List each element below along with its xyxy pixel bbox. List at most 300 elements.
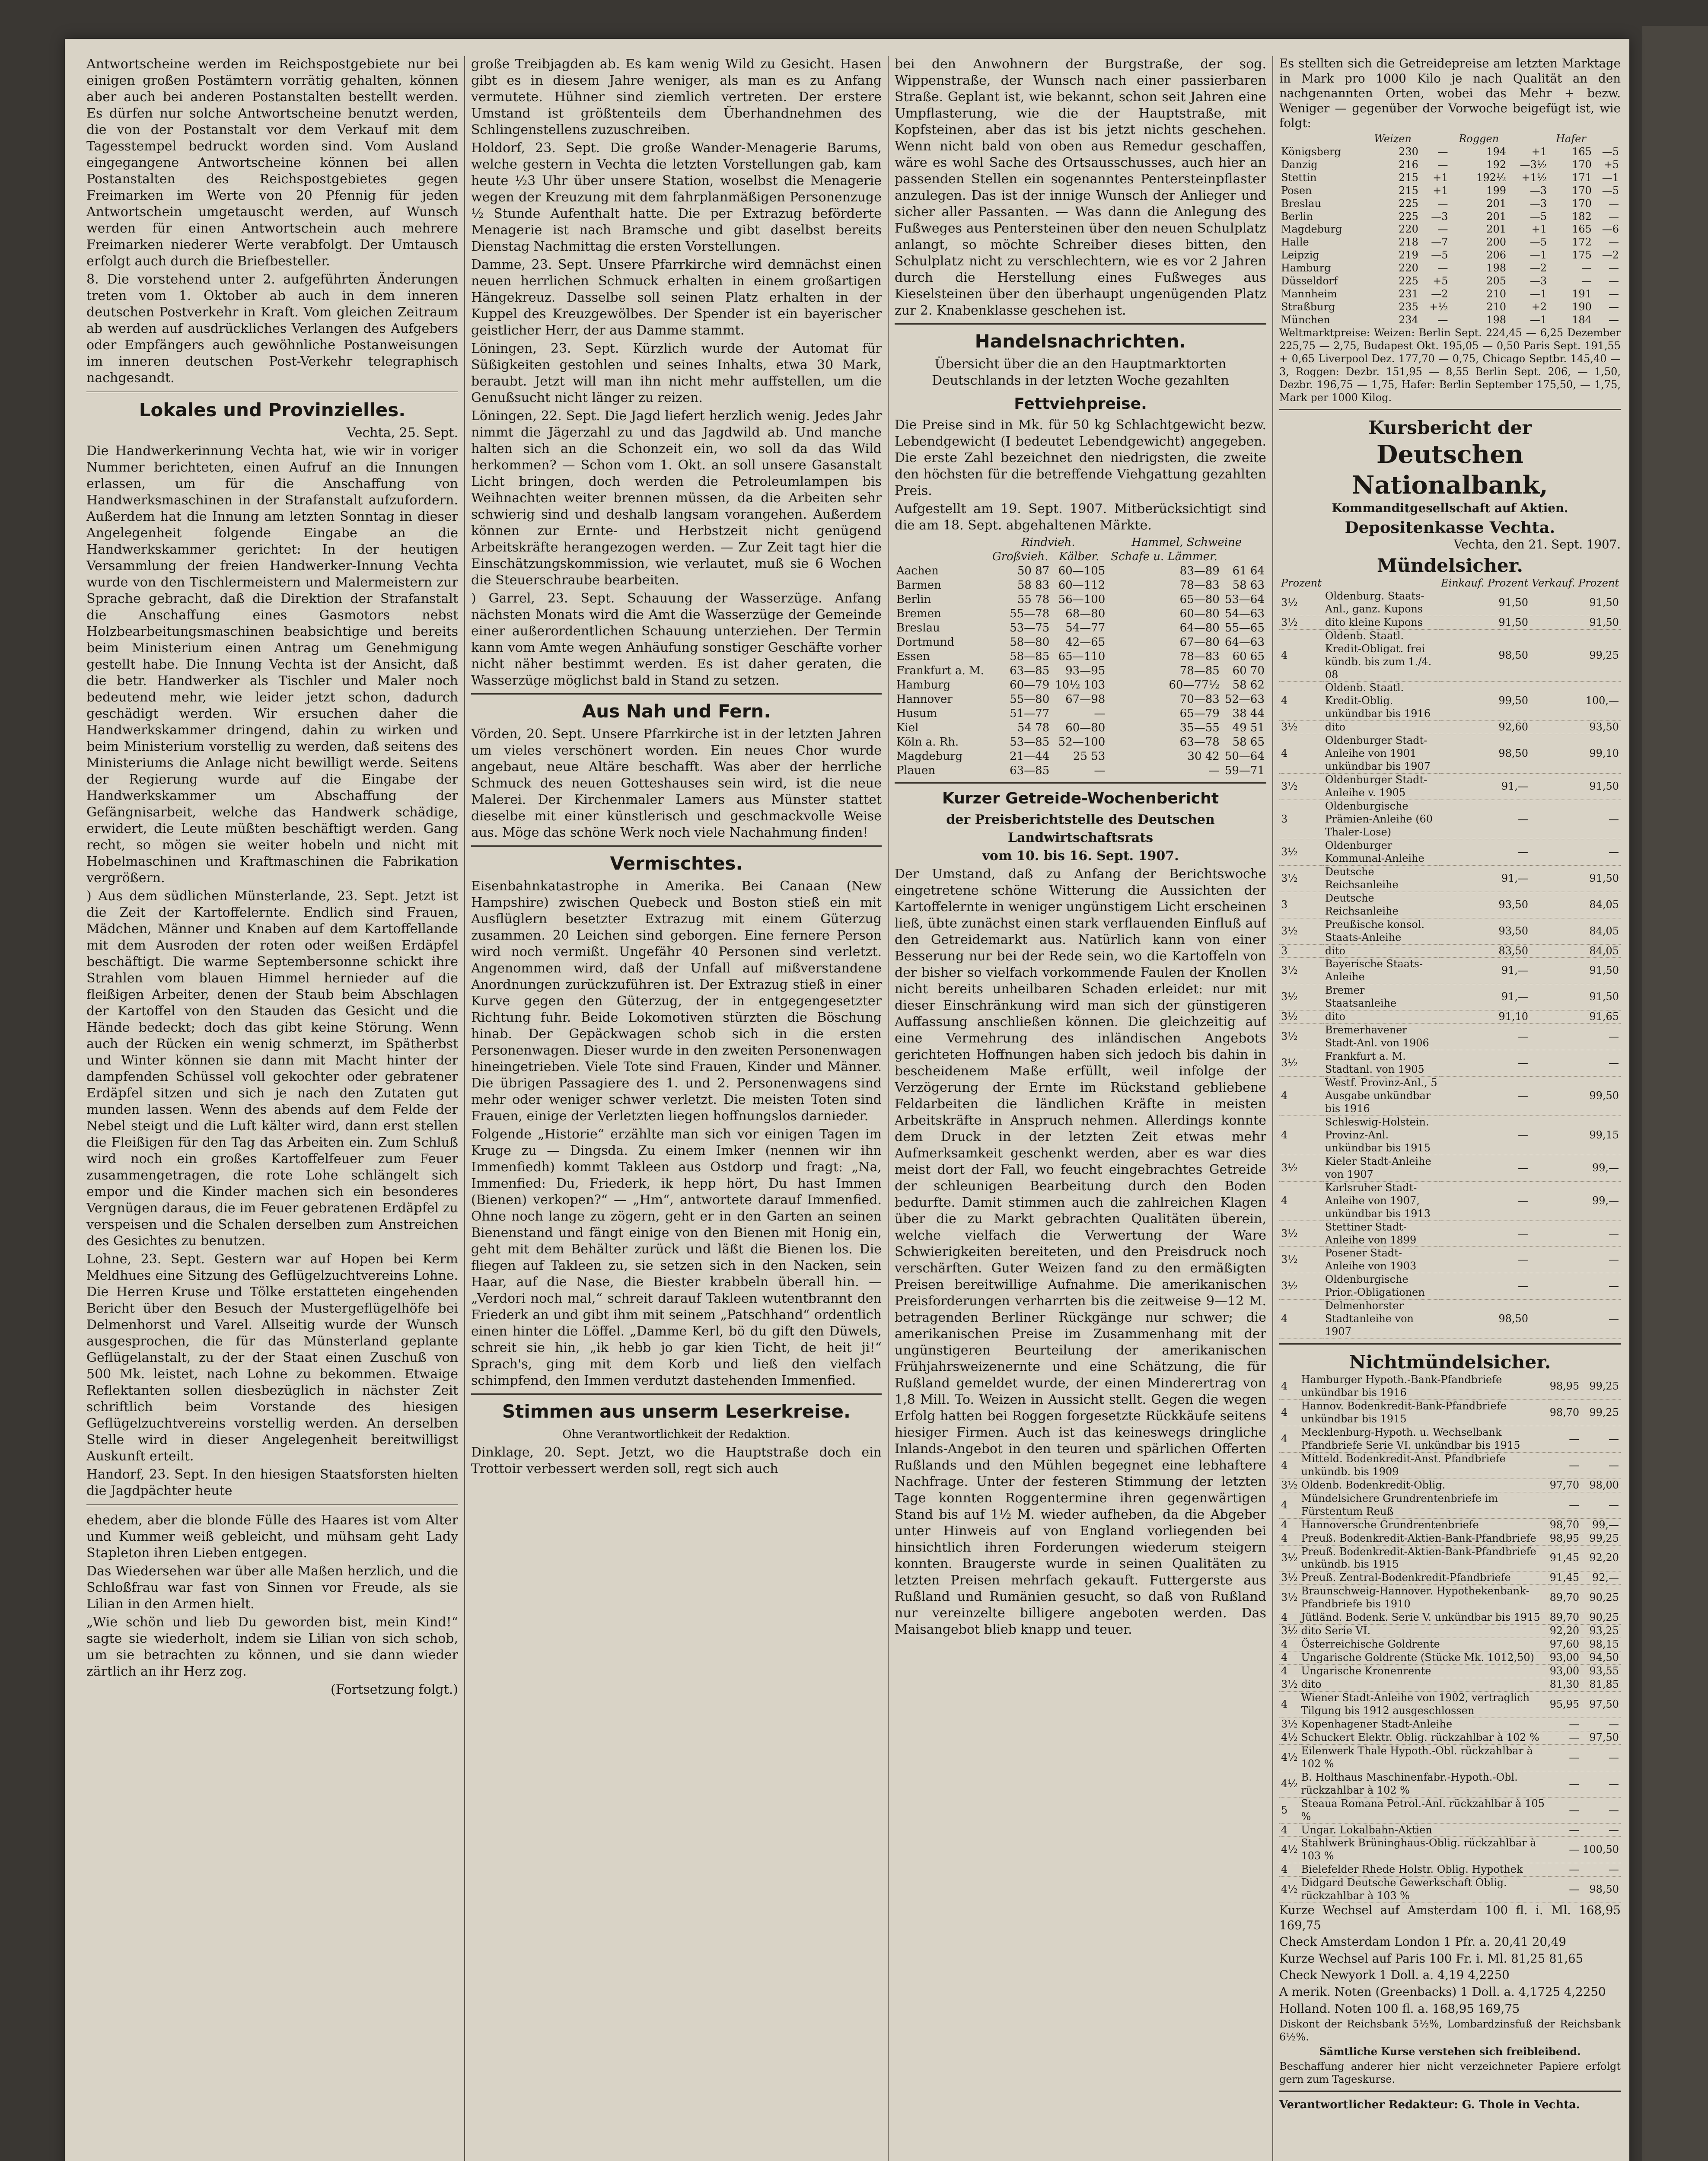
handel-intro: Übersicht über die an den Hauptmarktorten Deutschlands in der letzten Woche gezahlten xyxy=(932,357,1229,388)
table-cell xyxy=(1221,550,1266,564)
table-cell: —5 xyxy=(1431,249,1448,261)
table-cell: 99,— xyxy=(1530,1181,1621,1221)
table-cell: — xyxy=(1548,1797,1581,1823)
table-cell: 4½ xyxy=(1279,1744,1299,1771)
table-cell: 65—79 xyxy=(1179,707,1220,720)
table-row xyxy=(1279,1077,1621,1116)
table-cell: 225 xyxy=(1399,197,1418,210)
table-cell: Karlsruher Stadt-Anleihe von 1907, unkündbar bis 1913 xyxy=(1323,1181,1439,1221)
table-cell: Leipzig xyxy=(1281,249,1319,261)
table-cell: 59—71 xyxy=(1224,764,1265,777)
table-cell: Posen xyxy=(1281,184,1312,197)
table-cell: 97,60 xyxy=(1548,1638,1581,1651)
table-cell: 53—64 xyxy=(1224,593,1265,606)
table-cell: 60 70 xyxy=(1232,664,1265,677)
table-cell: 60—112 xyxy=(1058,579,1106,592)
novel-paragraph: ehedem, aber die blonde Fülle des Haares ist vom Alter und Kummer weiß gebleicht, und mühsam geht Lady Stapleton ihren Lieben entgegen. xyxy=(86,1513,458,1561)
table-cell: 64—63 xyxy=(1224,636,1265,649)
table-cell: — xyxy=(1581,275,1592,287)
table-cell: 54—63 xyxy=(1224,607,1265,620)
table-cell: 91,45 xyxy=(1548,1571,1581,1585)
table-cell: Bremerhavener Stadt-Anl. von 1906 xyxy=(1323,1024,1439,1050)
table-cell: 89,70 xyxy=(1548,1611,1581,1625)
depot-title: Depositenkasse Vechta. xyxy=(1345,518,1555,537)
table-cell xyxy=(1420,133,1450,146)
table-cell: dito xyxy=(1323,721,1439,734)
table-cell: — xyxy=(1548,1771,1581,1797)
table-cell: —5 xyxy=(1530,210,1547,223)
table-row xyxy=(1279,1300,1621,1339)
table-cell: 172 xyxy=(1572,236,1592,249)
column-3 xyxy=(895,56,1266,2161)
table-cell: 68—80 xyxy=(1065,607,1106,620)
table-cell: 215 xyxy=(1399,171,1418,184)
getreide-heading: Kurzer Getreide-Wochenbericht xyxy=(942,790,1219,807)
table-cell: 60—105 xyxy=(1058,564,1106,577)
table-cell: 58 65 xyxy=(1232,736,1265,749)
table-row xyxy=(1279,1771,1621,1797)
table-row xyxy=(1279,1691,1621,1718)
exchange-rates xyxy=(1279,1903,1621,2016)
table-cell: 93,25 xyxy=(1581,1625,1621,1638)
stimmen-disclaimer: Ohne Verantwortlichkeit der Redaktion. xyxy=(562,1428,790,1441)
table-cell: 3½ xyxy=(1279,1585,1299,1611)
table-cell: — xyxy=(1609,288,1619,300)
table-cell: 4½ xyxy=(1279,1877,1299,1903)
table-cell: 83,50 xyxy=(1439,944,1530,958)
table-cell: 192½ xyxy=(1476,171,1507,184)
table-cell: 165 xyxy=(1572,145,1592,158)
table-cell: +5 xyxy=(1433,275,1448,287)
table-cell: 4 xyxy=(1279,1181,1323,1221)
table-cell: 4 xyxy=(1279,1400,1299,1426)
table-row xyxy=(1279,1426,1621,1452)
table-cell: 95,95 xyxy=(1548,1691,1581,1718)
nah-fern-articles xyxy=(471,726,882,841)
table-cell: +1½ xyxy=(1521,171,1547,184)
table-cell: —3 xyxy=(1530,197,1547,210)
table-cell: 4 xyxy=(1279,1665,1299,1678)
table-row xyxy=(1279,984,1621,1010)
table-cell: Bremer Staatsanleihe xyxy=(1323,984,1439,1010)
table-cell: Frankfurt a. M. xyxy=(896,664,984,677)
exchange-line: Check Amsterdam London 1 Pfr. a. 20,41 20,49 xyxy=(1279,1935,1566,1949)
column-rule xyxy=(1272,56,1273,2161)
table-cell: 97,70 xyxy=(1548,1479,1581,1492)
table-cell: 92,20 xyxy=(1581,1545,1621,1571)
table-cell: 194 xyxy=(1486,145,1507,158)
newspaper-page xyxy=(65,39,1629,2161)
article-paragraph: Löningen, 23. Sept. Kürzlich wurde der Automat für Süßigkeiten gestohlen und seines Inhalts, etwa 30 Mark, beraubt. Jetzt will man ihn nicht mehr auffstellen, um die Genußsucht nicht länger zu reizen. xyxy=(471,341,882,405)
table-cell: 191 xyxy=(1572,288,1592,300)
table-row xyxy=(1279,275,1621,288)
table-cell: Preuß. Bodenkredit-Aktien-Bank-Pfandbriefe unkündb. bis 1915 xyxy=(1299,1545,1548,1571)
postal-notice xyxy=(86,56,458,386)
article-paragraph: Die Handwerkerinnung Vechta hat, wie wir in voriger Nummer berichteten, einen Aufruf an die Innungen erlassen, um für die Anschaffung von Handwerksmaschinen in der Strafanstalt aufzufordern. Außerdem hat die Innung am letzten Sonntag in dieser Angelegenheit folgende Eingabe an die Handwerkskammer gerichtet: In der heutigen Versammlung der freien Handwerker-Innung Vechta wurde von den Tischlermeistern und Malermeistern zur Sprache gebracht, daß die Direktion der Strafanstalt die Anschaffung eines Gasmotors nebst Holzbearbeitungsmaschinen beabsichtige und bereits beim Ministerium einen Antrag um Genehmigung gestellt habe. Die Innung Vechta ist der Ansicht, daß die betr. Handwerker als Tischler und Maler noch bedeutend mehr, wie leider jetzt schon, dadurch geschädigt werden. Wir ersuchen daher die Handwerkskammer dringend, dahin zu wirken und beim Ministerium vorstellig zu werden, daß seitens des Ministeriums die Anlage nicht bewilligt werde. Seitens der Regierung wurde auf die Eingabe der Handwerkskammer um Abschaffung der Gefängnisarbeit, welche das Handwerk schädige, erwidert, die Leute müßten beschäftigt werden. Gang recht, so mögen sie weiter hobeln und nicht mit Hobelmaschinen und Kraftmaschinen die Fabrikation vergrößern. xyxy=(86,443,458,886)
table-row xyxy=(1279,198,1621,210)
table-cell: 100,50 xyxy=(1581,1837,1621,1863)
table-cell: 98,70 xyxy=(1548,1518,1581,1532)
divider xyxy=(471,693,882,695)
article-paragraph: bei den Anwohnern der Burgstraße, der sog. Wippenstraße, der Wunsch nach einer passierbaren Straße. Geplant ist, wie bekannt, schon seit Jahren eine Umpflasterung, wie die der Hauptstraße, mit Kopfsteinen, aber das ist bis jetzt nichts geschehen. Wenn nicht bald von oben aus Remedur geschaffen, wäre es wohl Sache des Ortsausschusses, auch hier an passenden Stellen ein sogenanntes Pentersteinpflaster anzulegen. Das ist der innige Wunsch der Anlieger und sicher aller Passanten. — Was dann die Anlegung des Fußweges aus Pentersteinen über den neuen Schulplatz anlangt, so möchte Schreiber dieses bitten, den Schulplatz nicht zu verschlechtern, wie es vor 2 Jahren durch die Herstellung eines Fußweges aus Kieselsteinen über den überhaupt ungenügenden Platz zur 2. Knabenklasse geschehen ist. xyxy=(895,57,1266,318)
table-cell: 3½ xyxy=(1279,616,1323,629)
table-cell: 97,50 xyxy=(1581,1691,1621,1718)
table-cell: 4 xyxy=(1279,1077,1323,1116)
table-cell: —7 xyxy=(1431,236,1448,249)
table-cell: 98,70 xyxy=(1548,1400,1581,1426)
table-cell: Deutsche Reichsanleihe xyxy=(1323,865,1439,892)
table-row xyxy=(1279,1050,1621,1077)
table-cell: — xyxy=(1437,145,1448,158)
table-cell: —3 xyxy=(1530,184,1547,197)
table-cell: —6 xyxy=(1602,223,1619,236)
table-cell: 190 xyxy=(1572,301,1592,313)
table-cell: 170 xyxy=(1572,184,1592,197)
table-cell: 4 xyxy=(1279,1691,1299,1718)
column-rule xyxy=(888,56,889,2161)
reader-letter-continued xyxy=(895,56,1266,319)
table-cell: 3 xyxy=(1279,800,1323,839)
table-cell: 198 xyxy=(1486,262,1507,274)
table-cell: 99,15 xyxy=(1530,1116,1621,1155)
column-4 xyxy=(1279,56,1621,2161)
table-cell: 3½ xyxy=(1279,1479,1299,1492)
table-row xyxy=(895,707,1266,721)
table-cell: Husum xyxy=(896,707,937,720)
table-cell: dito xyxy=(1323,944,1439,958)
article-paragraph: Vörden, 20. Sept. Unsere Pfarrkirche ist in der letzten Jahren um vieles verschönert worden. Ein neues Chor wurde angebaut, neue Altäre beschafft. Was aber der herrliche Schmuck des neuen Gotteshauses sein wird, ist die neue Malerei. Der Kirchenmaler Lamers aus Münster stattet dieselbe mit einer künstlerisch und geschmackvolle Weise aus. Möge das schöne Werk noch viele Nachahmung finden! xyxy=(471,727,882,840)
table-cell: 58—80 xyxy=(1010,636,1050,649)
table-row xyxy=(895,664,1266,678)
table-cell: Frankfurt a. M. Stadtanl. von 1905 xyxy=(1323,1050,1439,1077)
table-row xyxy=(1279,210,1621,223)
getreide-date: vom 10. bis 16. Sept. 1907. xyxy=(982,848,1179,864)
table-row xyxy=(1279,1651,1621,1665)
table-cell: — xyxy=(1581,1797,1621,1823)
table-cell: 91,50 xyxy=(1530,865,1621,892)
table-cell: — xyxy=(1530,839,1621,865)
kurs-date: Vechta, den 21. Sept. 1907. xyxy=(1453,537,1621,552)
table-cell: 165 xyxy=(1572,223,1592,236)
table-cell: 3½ xyxy=(1279,918,1323,944)
table-cell: 63—85 xyxy=(1010,664,1050,677)
section-heading-stimmen: Stimmen aus unserm Leserkreise. xyxy=(502,1401,851,1422)
table-cell: Dortmund xyxy=(896,636,955,649)
table-row xyxy=(1279,944,1621,958)
table-cell: 25 53 xyxy=(1073,750,1106,763)
table-cell: 206 xyxy=(1486,249,1507,261)
divider xyxy=(1279,409,1621,410)
table-cell: 3½ xyxy=(1279,1221,1323,1247)
table-cell: Preußische konsol. Staats-Anleihe xyxy=(1323,918,1439,944)
table-row xyxy=(1279,918,1621,944)
table-cell: Roggen xyxy=(1459,132,1499,145)
table-row xyxy=(1279,1247,1621,1273)
table-row xyxy=(895,749,1266,764)
table-cell: 53—75 xyxy=(1010,622,1050,634)
table-cell: 3½ xyxy=(1279,1273,1323,1300)
section-heading-handel: Handelsnachrichten. xyxy=(975,331,1186,352)
table-cell: +1 xyxy=(1433,184,1448,197)
table-cell: 4½ xyxy=(1279,1771,1299,1797)
table-cell: 3½ xyxy=(1279,1010,1323,1024)
nichtmuendelsicher-table xyxy=(1279,1374,1621,1903)
table-row xyxy=(1279,734,1621,774)
table-cell: Hannover xyxy=(896,693,953,706)
table-cell: München xyxy=(1281,314,1330,326)
table-cell: Breslau xyxy=(896,622,940,634)
table-cell: 93,00 xyxy=(1548,1665,1581,1678)
table-cell: 225 xyxy=(1399,210,1418,223)
table-cell: Preuß. Bodenkredit-Aktien-Bank-Pfandbriefe xyxy=(1299,1532,1548,1545)
table-cell: Kieler Stadt-Anleihe von 1907 xyxy=(1323,1155,1439,1181)
table-cell: Magdeburg xyxy=(1281,223,1342,236)
table-cell: 55—78 xyxy=(1010,607,1050,620)
table-cell: Hamburg xyxy=(896,679,951,692)
table-row xyxy=(1279,1611,1621,1625)
table-cell: 4½ xyxy=(1279,1731,1299,1744)
note-freibleibend: Sämtliche Kurse verstehen sich freibleibend. xyxy=(1319,2046,1581,2058)
table-cell: 4 xyxy=(1279,1452,1299,1479)
table-cell: 91,— xyxy=(1439,774,1530,800)
divider xyxy=(471,1393,882,1395)
table-cell: Ungar. Lokalbahn-Aktien xyxy=(1299,1823,1548,1837)
table-cell: Essen xyxy=(896,650,930,663)
table-cell: 65—110 xyxy=(1058,650,1106,663)
table-cell: —3 xyxy=(1530,275,1547,287)
table-cell: B. Holthaus Maschinenfabr.-Hypoth.-Obl. rückzahlbar à 102 % xyxy=(1299,1771,1548,1797)
table-cell: 3½ xyxy=(1279,774,1323,800)
table-cell: +½ xyxy=(1429,301,1448,313)
table-cell: Stahlwerk Brüninghaus-Oblig. rückzahlbar à 103 % xyxy=(1299,1837,1548,1863)
table-cell: — xyxy=(1094,707,1106,720)
table-cell: — xyxy=(1439,1077,1530,1116)
table-cell xyxy=(895,535,989,550)
table-cell: — xyxy=(1094,764,1106,777)
table-cell: 4 xyxy=(1279,1651,1299,1665)
table-cell: Berlin xyxy=(896,593,931,606)
exchange-line: Kurze Wechsel auf Paris 100 Fr. i. Ml. 81,25 81,65 xyxy=(1279,1951,1584,1966)
table-row xyxy=(1279,159,1621,172)
table-row xyxy=(895,578,1266,593)
table-cell: — xyxy=(1581,1863,1621,1877)
table-cell: Schleswig-Holstein. Provinz-Anl. unkündbar bis 1915 xyxy=(1323,1116,1439,1155)
local-news xyxy=(86,443,458,1499)
table-cell: 78—83 xyxy=(1179,579,1220,592)
table-cell: — xyxy=(1439,1221,1530,1247)
column-1 xyxy=(86,56,458,2161)
article-paragraph: Folgende „Historie“ erzählte man sich vor einigen Tagen im Kruge zu — Dingsda. Zu einem Imker (nennen wir ihn Immenfiedh) kommt Takleen aus Ostdorp und fragt: „Na, Immenfied: Du, Friederk, ik hepp hört, Du hast Immen (Bienen) verkopen?“ — „Hm“, antwortete darauf Immenfied. Ohne noch lange zu zögern, geht er in den Garten an seinen Bienenstand und fängt einige von den Bienen mit Honig ein, geht mit dem Behälter zurück und läßt die Bienen los. Die fliegen auf Takleen zu, sie setzen sich in den Nacken, sein Haar, auf die Nase, die Biester krabbeln überall hin. — „Verdori noch mal,“ schreit darauf Takleen wutentbrannt den Friederk an und gibt ihm mit seinem „Patschhand“ ordentlich einen hinter die Löffel. „Damme Kerl, bö du gift den Düwels, schreit sie hin, „ik hebb jo gar kien Ticht, de heit ji!“ Sprach's, ging mit dem Korb und ließ den vielfach schimpfend, den Immen verdutzt dastehenden Immenfied. xyxy=(471,1127,882,1388)
article-paragraph: Die Preise sind in Mk. für 50 kg Schlachtgewicht bezw. Lebendgewicht (I bedeutet Lebendgewicht) angegeben. Die erste Zahl bezeichnet den niedrigsten, die zweite den höchsten für die betreffende Viehgattung gezahlten Preis. xyxy=(895,418,1266,498)
table-cell: 184 xyxy=(1572,314,1592,326)
table-cell: 99,10 xyxy=(1530,734,1621,774)
table-cell: Stettin xyxy=(1281,171,1317,184)
table-cell: 4 xyxy=(1279,1863,1299,1877)
table-cell: 55—80 xyxy=(1010,693,1050,706)
table-row xyxy=(1279,774,1621,800)
divider xyxy=(1279,1343,1621,1345)
table-cell: 99,50 xyxy=(1439,682,1530,721)
table-cell: Oldenburgische Prämien-Anleihe (60 Thaler-Lose) xyxy=(1323,800,1439,839)
table-cell: 3½ xyxy=(1279,1024,1323,1050)
table-cell: dito kleine Kupons xyxy=(1323,616,1439,629)
table-row xyxy=(1279,1731,1621,1744)
table-cell: 3½ xyxy=(1279,721,1323,734)
table-cell: 42—65 xyxy=(1065,636,1106,649)
grain-price-table xyxy=(1279,133,1621,327)
divider xyxy=(1279,2091,1621,2092)
column-2 xyxy=(471,56,882,2161)
table-cell: —1 xyxy=(1602,171,1619,184)
article-paragraph: Der Umstand, daß zu Anfang der Berichtswoche eingetretene schöne Witterung die Aussichten der Kartoffelernte in weniger ungünstigem Licht erscheinen ließ, übte zunächst einen stark verflauenden Einfluß auf den Getreidemarkt aus. Natürlich kann von einer Besserung nur bei der Rede sein, wo die Kartoffeln von der bisher so vielfach vorkommende Faulen der Knollen nicht bereits unheilbaren Schaden erleidet: nur mit dieser Einschränkung wird man sich der günstigeren Auffassung anschließen können. Die gleichzeitig auf eine Vermehrung des inländischen Angebots gerichteten Hoffnungen haben sich jedoch bis dahin in bescheidenem Maße erfüllt, weil infolge der Verzögerung der Ernte im Rückstand gebliebene Feldarbeiten die ländlichen Kräfte in meisten Arbeitskräfte in Anspruch nehmen. Allerdings konnte dem Druck in der letzten Zeit etwas mehr Aufmerksamkeit geschenkt werden, aber es war dies meist dort der Fall, wo feucht eingebrachtes Getreide der schleunigen Bearbeitung durch den Boden bedurfte. Damit stimmen auch die zahlreichen Klagen über die zu Markt gebrachten Qualitäten überein, welche vielfach die Verwertung der Ware Schwierigkeiten bereiteten, und den Preisdruck noch verschärften. Guter Weizen fand zu den ermäßigten Preisen bereitwillige Aufnahme. Die amerikanischen Preisforderungen verharrten bis die zeitweise 9—12 M. betragenden Berliner Rückgänge nur schwer; die amerikanischen Preise im Zusammenhang mit der ungünstigeren Beurteilung der amerikanischen Frühjahrsweizenernte und eine Schätzung, die für Rußland gemeldet wurde, der einen Minderertrag von 1,8 Mill. To. Weizen in Aussicht stellt. Gegen die wegen Erfolg hatten bei Roggen forgesetzte Rückkäufe seitens hiesiger Firmen. Auch ist das keineswegs dringliche Inlands-Angebot in den teuren und spärlichen Offerten Rußlands und den Mühlen begegnet eine lebhaftere Nachfrage. Unter der festeren Stimmung der letzten Tage konnten Roggentermine ihren gegenwärtigen Stand bis auf 1½ M. wieder aufheben, da die Abgeber unter Hinweis auf von England vorliegenden bei hinsichtlich ihren Forderungen wiederum steigern konnten. Braugerste wurde in seinen Qualitäten zu letzten Preisen mehrfach gekauft. Futtergerste aus Rußland und Rumänien gesucht, so daß von Rußland nur vereinzelte billigere angeboten werden. Das Maisangebot blieb knapp und teuer. xyxy=(895,867,1266,1637)
table-cell: dito xyxy=(1299,1678,1548,1692)
table-row xyxy=(895,621,1266,635)
divider xyxy=(895,323,1266,325)
table-cell: Mitteld. Bodenkredit-Anst. Pfandbriefe unkündb. bis 1909 xyxy=(1299,1452,1548,1479)
table-cell: — xyxy=(1548,1877,1581,1903)
bank-subtitle: Kommanditgesellschaft auf Aktien. xyxy=(1332,500,1568,515)
table-cell: —1 xyxy=(1530,314,1547,326)
table-cell: 171 xyxy=(1572,171,1592,184)
table-cell: 91,10 xyxy=(1439,1010,1530,1024)
table-cell: 235 xyxy=(1399,301,1418,313)
table-row xyxy=(1279,1221,1621,1247)
table-cell: 54—77 xyxy=(1065,622,1106,634)
table-cell: 58 62 xyxy=(1232,679,1265,692)
table-cell: 99,25 xyxy=(1581,1532,1621,1545)
table-row xyxy=(1279,1532,1621,1545)
table-cell: +1 xyxy=(1531,145,1547,158)
table-cell: Kiel xyxy=(896,721,919,734)
table-cell: 91,50 xyxy=(1439,590,1530,616)
table-cell: 4 xyxy=(1279,734,1323,774)
local-news-continued xyxy=(471,56,882,689)
table-row xyxy=(1279,1116,1621,1155)
table-row xyxy=(895,607,1266,621)
table-cell: Kopenhagener Stadt-Anleihe xyxy=(1299,1718,1548,1731)
table-cell: Breslau xyxy=(1281,197,1321,210)
table-row xyxy=(1279,236,1621,249)
table-cell: 64—80 xyxy=(1179,622,1220,634)
bank-name: Deutschen Nationalbank, xyxy=(1352,440,1548,500)
table-cell: 78—83 xyxy=(1179,650,1220,663)
table-cell: 99,25 xyxy=(1581,1374,1621,1399)
table-header-row xyxy=(1279,133,1621,146)
table-cell: 50 87 xyxy=(1017,564,1050,577)
getreide-sub1: der Preisberichtstelle des Deutschen xyxy=(946,812,1215,827)
table-cell: 99,25 xyxy=(1530,629,1621,682)
table-row xyxy=(1279,1492,1621,1518)
table-row xyxy=(1279,616,1621,629)
table-cell: —3½ xyxy=(1520,158,1547,171)
table-row xyxy=(1279,1638,1621,1651)
table-cell: 4 xyxy=(1279,1611,1299,1625)
table-row xyxy=(1279,1718,1621,1731)
table-cell: 98,50 xyxy=(1439,629,1530,682)
table-cell: — xyxy=(1548,1863,1581,1877)
table-cell: 67—80 xyxy=(1179,636,1220,649)
table-cell: 10½ 103 xyxy=(1055,679,1106,692)
table-cell: — xyxy=(1530,1247,1621,1273)
table-cell: Rindvieh. xyxy=(1021,536,1075,549)
table-row xyxy=(1279,249,1621,262)
table-cell: Schuckert Elektr. Oblig. rückzahlbar à 102 % xyxy=(1299,1731,1548,1744)
table-cell: — xyxy=(1530,1300,1621,1339)
table-cell: 201 xyxy=(1486,210,1507,223)
livestock-price-table xyxy=(895,535,1266,778)
table-cell: 4 xyxy=(1279,1116,1323,1155)
table-cell: 99,50 xyxy=(1530,1077,1621,1116)
table-cell: Bielefelder Rhede Holstr. Oblig. Hypothek xyxy=(1299,1863,1548,1877)
table-row xyxy=(1279,1024,1621,1050)
table-cell: Hammel, Schweine xyxy=(1131,536,1242,549)
table-row xyxy=(895,564,1266,578)
table-row xyxy=(1279,1665,1621,1678)
table-cell: 4 xyxy=(1279,1638,1299,1651)
table-row xyxy=(1279,800,1621,839)
table-header-row xyxy=(1279,577,1621,590)
article-paragraph: Aufgestellt am 19. Sept. 1907. Mitberücksichtigt sind die am 18. Sept. abgehaltenen Märkte. xyxy=(895,501,1266,533)
table-cell: 201 xyxy=(1486,197,1507,210)
table-cell: — xyxy=(1548,1718,1581,1731)
table-cell: — xyxy=(1439,1050,1530,1077)
table-cell: 92,20 xyxy=(1548,1625,1581,1638)
muendelsicher-table xyxy=(1279,577,1621,1339)
table-cell: 81,30 xyxy=(1548,1678,1581,1692)
table-cell: 60—77½ xyxy=(1169,679,1220,692)
table-cell: 3½ xyxy=(1279,590,1323,616)
table-cell: 3½ xyxy=(1279,984,1323,1010)
table-cell: Didgard Deutsche Gewerkschaft Oblig. rückzahlbar à 103 % xyxy=(1299,1877,1548,1903)
kurs-title: Kursbericht der xyxy=(1368,416,1532,438)
table-cell: Köln a. Rh. xyxy=(896,736,959,749)
table-row xyxy=(1279,1678,1621,1692)
table-cell: 81,85 xyxy=(1581,1678,1621,1692)
column-rule xyxy=(464,56,465,2161)
divider xyxy=(86,392,458,393)
table-cell: 205 xyxy=(1486,275,1507,287)
table-cell: Weizen xyxy=(1374,132,1412,145)
table-cell: 201 xyxy=(1486,223,1507,236)
table-cell: Preuß. Zentral-Bodenkredit-Pfandbriefe xyxy=(1299,1571,1548,1585)
table-cell: 3½ xyxy=(1279,839,1323,865)
table-cell: — xyxy=(1609,262,1619,274)
table-cell: 91,50 xyxy=(1530,958,1621,984)
table-cell: Prozent xyxy=(1281,577,1322,589)
table-cell: 55—65 xyxy=(1224,622,1265,634)
table-cell: — xyxy=(1208,764,1220,777)
table-cell: 218 xyxy=(1399,236,1418,249)
table-cell: Halle xyxy=(1281,236,1309,249)
table-cell: 182 xyxy=(1572,210,1592,223)
table-cell: — xyxy=(1530,1221,1621,1247)
article-paragraph: Dinklage, 20. Sept. Jetzt, wo die Hauptstraße doch ein Trottoir verbessert werden soll, regt sich auch xyxy=(471,1445,882,1476)
table-cell: Bayerische Staats-Anleihe xyxy=(1323,958,1439,984)
nicht-heading: Nichtmündelsicher. xyxy=(1349,1351,1551,1373)
divider xyxy=(86,1504,458,1506)
table-row xyxy=(1279,185,1621,198)
section-heading-lokales: Lokales und Provinzielles. xyxy=(139,399,406,421)
table-cell: 93,50 xyxy=(1439,892,1530,918)
table-cell: 200 xyxy=(1486,236,1507,249)
section-heading-nah-fern: Aus Nah und Fern. xyxy=(582,701,771,722)
table-cell: 3½ xyxy=(1279,1545,1299,1571)
table-cell: — xyxy=(1609,301,1619,313)
table-cell: 91,— xyxy=(1439,865,1530,892)
article-paragraph: Damme, 23. Sept. Unsere Pfarrkirche wird demnächst einen neuen herrlichen Schmuck erhalten in einem großartigen Hängekreuz. Dasselbe soll seinen Platz erhalten in der Kuppel des Kreuzgewölbes. Der Spender ist ein bayerischer geistlicher Herr, der aus Damme stammt. xyxy=(471,257,882,338)
exchange-line: Check Newyork 1 Doll. a. 4,19 4,2250 xyxy=(1279,1968,1510,1983)
table-cell: 93,00 xyxy=(1548,1651,1581,1665)
